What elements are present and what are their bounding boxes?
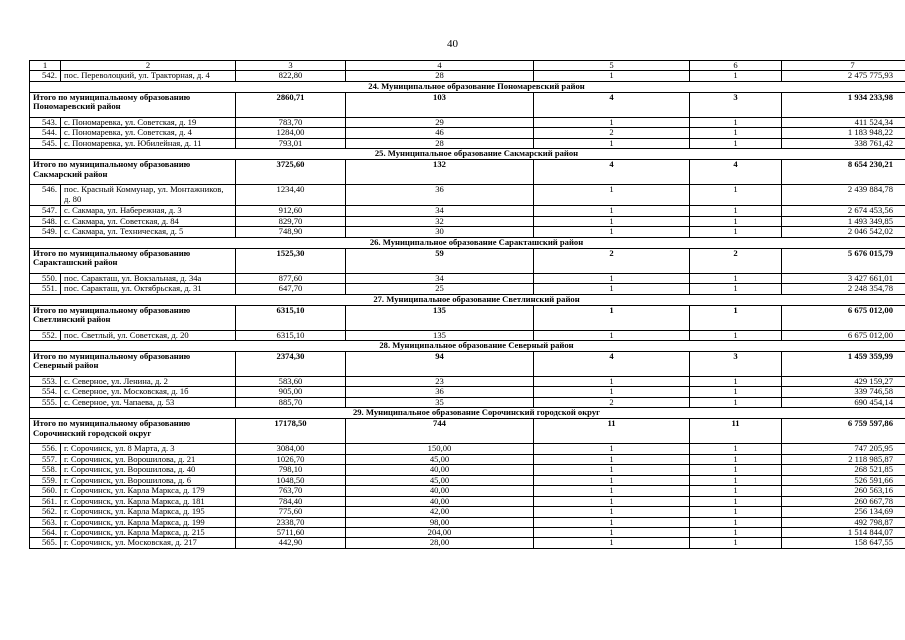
- section-title: 26. Муниципальное образование Саракташский район: [30, 237, 905, 248]
- cell-cost: 1 459 359,99: [782, 351, 905, 376]
- cell-area: 798,10: [236, 465, 346, 475]
- table-row: [30, 538, 905, 548]
- cell-residents: 135: [346, 305, 534, 330]
- cell-area: 1234,40: [236, 185, 346, 206]
- section-header-row: [30, 340, 905, 351]
- table-row: [30, 273, 905, 283]
- cell-residents: 135: [346, 330, 534, 340]
- cell-area: 905,00: [236, 387, 346, 397]
- subtotal-label: Итого по муниципальному образованию Сорочинский городской округ: [30, 419, 236, 444]
- cell-col5: 1: [534, 138, 690, 148]
- row-number: 563.: [30, 517, 61, 527]
- cell-residents: 28,00: [346, 538, 534, 548]
- cell-col5: 1: [534, 330, 690, 340]
- cell-address: с. Северное, ул. Ленина, д. 2: [61, 376, 236, 386]
- cell-area: 583,60: [236, 376, 346, 386]
- cell-col5: 1: [534, 475, 690, 485]
- cell-col6: 1: [690, 538, 782, 548]
- cell-cost: 268 521,85: [782, 465, 905, 475]
- cell-address: г. Сорочинск, ул. Ворошилова, д. 21: [61, 454, 236, 464]
- row-number: 547.: [30, 206, 61, 216]
- cell-col5: 1: [534, 206, 690, 216]
- section-header-row: [30, 408, 905, 419]
- cell-col6: 1: [690, 273, 782, 283]
- cell-address: пос. Саракташ, ул. Октябрьская, д. 31: [61, 284, 236, 294]
- table-row: [30, 284, 905, 294]
- cell-area: 829,70: [236, 216, 346, 226]
- cell-area: 763,70: [236, 486, 346, 496]
- cell-address: г. Сорочинск, ул. Карла Маркса, д. 215: [61, 527, 236, 537]
- page-number: 40: [447, 38, 458, 50]
- cell-residents: 34: [346, 206, 534, 216]
- column-number-6: 6: [690, 61, 782, 71]
- cell-cost: 429 159,27: [782, 376, 905, 386]
- subtotal-row: [30, 92, 905, 117]
- cell-col5: 1: [534, 444, 690, 454]
- cell-cost: 690 454,14: [782, 397, 905, 407]
- cell-col5: 1: [534, 454, 690, 464]
- section-header-row: [30, 149, 905, 160]
- row-number: 546.: [30, 185, 61, 206]
- cell-cost: 339 746,58: [782, 387, 905, 397]
- cell-cost: 338 761,42: [782, 138, 905, 148]
- cell-col5: 4: [534, 92, 690, 117]
- column-number-2: 2: [61, 61, 236, 71]
- cell-cost: 2 439 884,78: [782, 185, 905, 206]
- cell-col5: 1: [534, 507, 690, 517]
- row-number: 548.: [30, 216, 61, 226]
- cell-area: 2374,30: [236, 351, 346, 376]
- row-number: 549.: [30, 227, 61, 237]
- cell-residents: 94: [346, 351, 534, 376]
- cell-col6: 1: [690, 397, 782, 407]
- cell-area: 6315,10: [236, 330, 346, 340]
- cell-area: 912,60: [236, 206, 346, 216]
- cell-cost: 1 514 844,07: [782, 527, 905, 537]
- cell-area: 442,90: [236, 538, 346, 548]
- cell-cost: 526 591,66: [782, 475, 905, 485]
- cell-residents: 45,00: [346, 454, 534, 464]
- cell-area: 3725,60: [236, 160, 346, 185]
- table-row: [30, 517, 905, 527]
- column-number-7: 7: [782, 61, 905, 71]
- cell-col5: 1: [534, 517, 690, 527]
- table-row: [30, 227, 905, 237]
- cell-area: 784,40: [236, 496, 346, 506]
- row-number: 556.: [30, 444, 61, 454]
- cell-area: 748,90: [236, 227, 346, 237]
- cell-cost: 3 427 661,01: [782, 273, 905, 283]
- cell-col6: 1: [690, 507, 782, 517]
- subtotal-row: [30, 248, 905, 273]
- cell-col6: 1: [690, 387, 782, 397]
- cell-col6: 1: [690, 475, 782, 485]
- row-number: 543.: [30, 117, 61, 127]
- cell-address: с. Пономаревка, ул. Юбилейная, д. 11: [61, 138, 236, 148]
- cell-address: г. Сорочинск, ул. Карла Маркса, д. 195: [61, 507, 236, 517]
- cell-col5: 2: [534, 128, 690, 138]
- cell-col6: 1: [690, 216, 782, 226]
- row-number: 560.: [30, 486, 61, 496]
- cell-col6: 3: [690, 92, 782, 117]
- row-number: 564.: [30, 527, 61, 537]
- section-header-row: [30, 81, 905, 92]
- cell-cost: 5 676 015,79: [782, 248, 905, 273]
- subtotal-row: [30, 419, 905, 444]
- cell-cost: 2 475 775,93: [782, 71, 905, 81]
- cell-residents: 103: [346, 92, 534, 117]
- cell-col5: 1: [534, 527, 690, 537]
- cell-cost: 411 524,34: [782, 117, 905, 127]
- table-row: [30, 128, 905, 138]
- cell-col5: 1: [534, 387, 690, 397]
- cell-col6: 1: [690, 496, 782, 506]
- cell-col6: 1: [690, 227, 782, 237]
- cell-area: 775,60: [236, 507, 346, 517]
- table-row: [30, 138, 905, 148]
- cell-cost: 2 674 453,56: [782, 206, 905, 216]
- cell-area: 885,70: [236, 397, 346, 407]
- cell-address: с. Сакмара, ул. Техническая, д. 5: [61, 227, 236, 237]
- section-title: 27. Муниципальное образование Светлинский район: [30, 294, 905, 305]
- cell-col5: 1: [534, 216, 690, 226]
- row-number: 557.: [30, 454, 61, 464]
- row-number: 550.: [30, 273, 61, 283]
- cell-address: пос. Красный Коммунар, ул. Монтажников, д. 80: [61, 185, 236, 206]
- cell-col5: 11: [534, 419, 690, 444]
- cell-address: с. Северное, ул. Чапаева, д. 53: [61, 397, 236, 407]
- table-row: [30, 397, 905, 407]
- table-row: [30, 486, 905, 496]
- cell-residents: 35: [346, 397, 534, 407]
- cell-area: 6315,10: [236, 305, 346, 330]
- table-row: [30, 71, 905, 81]
- column-number-5: 5: [534, 61, 690, 71]
- cell-col5: 1: [534, 486, 690, 496]
- cell-residents: 98,00: [346, 517, 534, 527]
- cell-area: 17178,50: [236, 419, 346, 444]
- row-number: 544.: [30, 128, 61, 138]
- cell-residents: 25: [346, 284, 534, 294]
- row-number: 551.: [30, 284, 61, 294]
- cell-col5: 1: [534, 227, 690, 237]
- cell-col6: 1: [690, 128, 782, 138]
- cell-col5: 2: [534, 397, 690, 407]
- cell-residents: 40,00: [346, 496, 534, 506]
- cell-residents: 32: [346, 216, 534, 226]
- cell-col6: 1: [690, 117, 782, 127]
- subtotal-label: Итого по муниципальному образованию Северный район: [30, 351, 236, 376]
- table-row: [30, 454, 905, 464]
- cell-residents: 40,00: [346, 465, 534, 475]
- section-title: 28. Муниципальное образование Северный район: [30, 340, 905, 351]
- subtotal-label: Итого по муниципальному образованию Пономаревский район: [30, 92, 236, 117]
- cell-area: 1026,70: [236, 454, 346, 464]
- cell-col6: 1: [690, 206, 782, 216]
- row-number: 542.: [30, 71, 61, 81]
- cell-residents: 30: [346, 227, 534, 237]
- cell-col5: 1: [534, 71, 690, 81]
- cell-cost: 260 667,78: [782, 496, 905, 506]
- row-number: 554.: [30, 387, 61, 397]
- cell-col6: 1: [690, 465, 782, 475]
- row-number: 562.: [30, 507, 61, 517]
- cell-cost: 1 934 233,98: [782, 92, 905, 117]
- cell-address: с. Пономаревка, ул. Советская, д. 19: [61, 117, 236, 127]
- cell-residents: 150,00: [346, 444, 534, 454]
- table-row: [30, 387, 905, 397]
- table-row: [30, 376, 905, 386]
- cell-cost: 492 798,87: [782, 517, 905, 527]
- cell-area: 647,70: [236, 284, 346, 294]
- table-row: [30, 185, 905, 206]
- column-number-3: 3: [236, 61, 346, 71]
- cell-area: 877,60: [236, 273, 346, 283]
- cell-area: 822,80: [236, 71, 346, 81]
- cell-residents: 34: [346, 273, 534, 283]
- column-number-header-row: [30, 61, 905, 71]
- cell-residents: 28: [346, 71, 534, 81]
- row-number: 558.: [30, 465, 61, 475]
- cell-residents: 744: [346, 419, 534, 444]
- cell-col5: 1: [534, 465, 690, 475]
- row-number: 561.: [30, 496, 61, 506]
- table-row: [30, 444, 905, 454]
- cell-cost: 256 134,69: [782, 507, 905, 517]
- row-number: 553.: [30, 376, 61, 386]
- cell-col5: 1: [534, 305, 690, 330]
- cell-col6: 1: [690, 284, 782, 294]
- row-number: 545.: [30, 138, 61, 148]
- section-title: 24. Муниципальное образование Пономаревский район: [30, 81, 905, 92]
- cell-col6: 2: [690, 248, 782, 273]
- cell-col5: 1: [534, 273, 690, 283]
- cell-residents: 132: [346, 160, 534, 185]
- table-row: [30, 496, 905, 506]
- cell-address: с. Сакмара, ул. Советская, д. 84: [61, 216, 236, 226]
- section-header-row: [30, 294, 905, 305]
- cell-address: пос. Светлый, ул. Советская, д. 20: [61, 330, 236, 340]
- cell-area: 5711,60: [236, 527, 346, 537]
- cell-cost: 2 046 542,02: [782, 227, 905, 237]
- cell-col5: 1: [534, 496, 690, 506]
- row-number: 559.: [30, 475, 61, 485]
- cell-cost: 260 563,16: [782, 486, 905, 496]
- cell-col5: 1: [534, 185, 690, 206]
- cell-cost: 1 183 948,22: [782, 128, 905, 138]
- cell-col6: 3: [690, 351, 782, 376]
- section-header-row: [30, 237, 905, 248]
- housing-table: [29, 60, 905, 549]
- cell-col5: 4: [534, 160, 690, 185]
- subtotal-label: Итого по муниципальному образованию Светлинский район: [30, 305, 236, 330]
- cell-col5: 4: [534, 351, 690, 376]
- cell-col5: 1: [534, 284, 690, 294]
- cell-address: г. Сорочинск, ул. Московская, д. 217: [61, 538, 236, 548]
- cell-cost: 2 248 354,78: [782, 284, 905, 294]
- cell-col5: 1: [534, 117, 690, 127]
- section-title: 29. Муниципальное образование Сорочинский городской округ: [30, 408, 905, 419]
- cell-col6: 1: [690, 330, 782, 340]
- cell-address: с. Пономаревка, ул. Советская, д. 4: [61, 128, 236, 138]
- cell-col6: 1: [690, 527, 782, 537]
- cell-residents: 40,00: [346, 486, 534, 496]
- table-row: [30, 206, 905, 216]
- cell-residents: 36: [346, 185, 534, 206]
- cell-cost: 1 493 349,85: [782, 216, 905, 226]
- cell-area: 1048,50: [236, 475, 346, 485]
- cell-residents: 29: [346, 117, 534, 127]
- cell-area: 2338,70: [236, 517, 346, 527]
- table-row: [30, 527, 905, 537]
- row-number: 565.: [30, 538, 61, 548]
- cell-cost: 158 647,55: [782, 538, 905, 548]
- cell-address: г. Сорочинск, ул. Ворошилова, д. 6: [61, 475, 236, 485]
- table-row: [30, 216, 905, 226]
- subtotal-label: Итого по муниципальному образованию Сакмарский район: [30, 160, 236, 185]
- table-row: [30, 117, 905, 127]
- cell-col6: 1: [690, 454, 782, 464]
- cell-residents: 28: [346, 138, 534, 148]
- cell-col6: 11: [690, 419, 782, 444]
- cell-cost: 6 759 597,86: [782, 419, 905, 444]
- cell-col5: 2: [534, 248, 690, 273]
- row-number: 552.: [30, 330, 61, 340]
- cell-area: 1284,00: [236, 128, 346, 138]
- cell-cost: 6 675 012,00: [782, 305, 905, 330]
- cell-address: г. Сорочинск, ул. 8 Марта, д. 3: [61, 444, 236, 454]
- cell-col6: 1: [690, 138, 782, 148]
- subtotal-label: Итого по муниципальному образованию Саракташский район: [30, 248, 236, 273]
- cell-area: 793,01: [236, 138, 346, 148]
- cell-address: с. Сакмара, ул. Набережная, д. 3: [61, 206, 236, 216]
- cell-address: г. Сорочинск, ул. Карла Маркса, д. 181: [61, 496, 236, 506]
- cell-area: 3084,00: [236, 444, 346, 454]
- cell-cost: 2 118 985,87: [782, 454, 905, 464]
- section-title: 25. Муниципальное образование Сакмарский район: [30, 149, 905, 160]
- row-number: 555.: [30, 397, 61, 407]
- table-row: [30, 465, 905, 475]
- subtotal-row: [30, 160, 905, 185]
- cell-address: г. Сорочинск, ул. Карла Маркса, д. 199: [61, 517, 236, 527]
- cell-col6: 1: [690, 486, 782, 496]
- subtotal-row: [30, 351, 905, 376]
- cell-col6: 1: [690, 376, 782, 386]
- column-number-4: 4: [346, 61, 534, 71]
- cell-address: пос. Саракташ, ул. Вокзальная, д. 34а: [61, 273, 236, 283]
- cell-col6: 1: [690, 517, 782, 527]
- cell-address: г. Сорочинск, ул. Ворошилова, д. 40: [61, 465, 236, 475]
- cell-col6: 1: [690, 305, 782, 330]
- cell-address: пос. Переволоцкий, ул. Тракторная, д. 4: [61, 71, 236, 81]
- cell-cost: 8 654 230,21: [782, 160, 905, 185]
- cell-residents: 23: [346, 376, 534, 386]
- table-row: [30, 507, 905, 517]
- cell-area: 1525,30: [236, 248, 346, 273]
- cell-cost: 747 205,95: [782, 444, 905, 454]
- cell-address: с. Северное, ул. Московская, д. 1б: [61, 387, 236, 397]
- subtotal-row: [30, 305, 905, 330]
- cell-residents: 36: [346, 387, 534, 397]
- cell-col6: 1: [690, 71, 782, 81]
- cell-address: г. Сорочинск, ул. Карла Маркса, д. 179: [61, 486, 236, 496]
- cell-residents: 45,00: [346, 475, 534, 485]
- cell-col5: 1: [534, 376, 690, 386]
- cell-area: 783,70: [236, 117, 346, 127]
- column-number-1: 1: [30, 61, 61, 71]
- cell-cost: 6 675 012,00: [782, 330, 905, 340]
- cell-area: 2860,71: [236, 92, 346, 117]
- cell-residents: 46: [346, 128, 534, 138]
- cell-col5: 1: [534, 538, 690, 548]
- cell-col6: 4: [690, 160, 782, 185]
- cell-residents: 42,00: [346, 507, 534, 517]
- table-row: [30, 475, 905, 485]
- cell-col6: 1: [690, 444, 782, 454]
- cell-col6: 1: [690, 185, 782, 206]
- cell-residents: 204,00: [346, 527, 534, 537]
- table-row: [30, 330, 905, 340]
- cell-residents: 59: [346, 248, 534, 273]
